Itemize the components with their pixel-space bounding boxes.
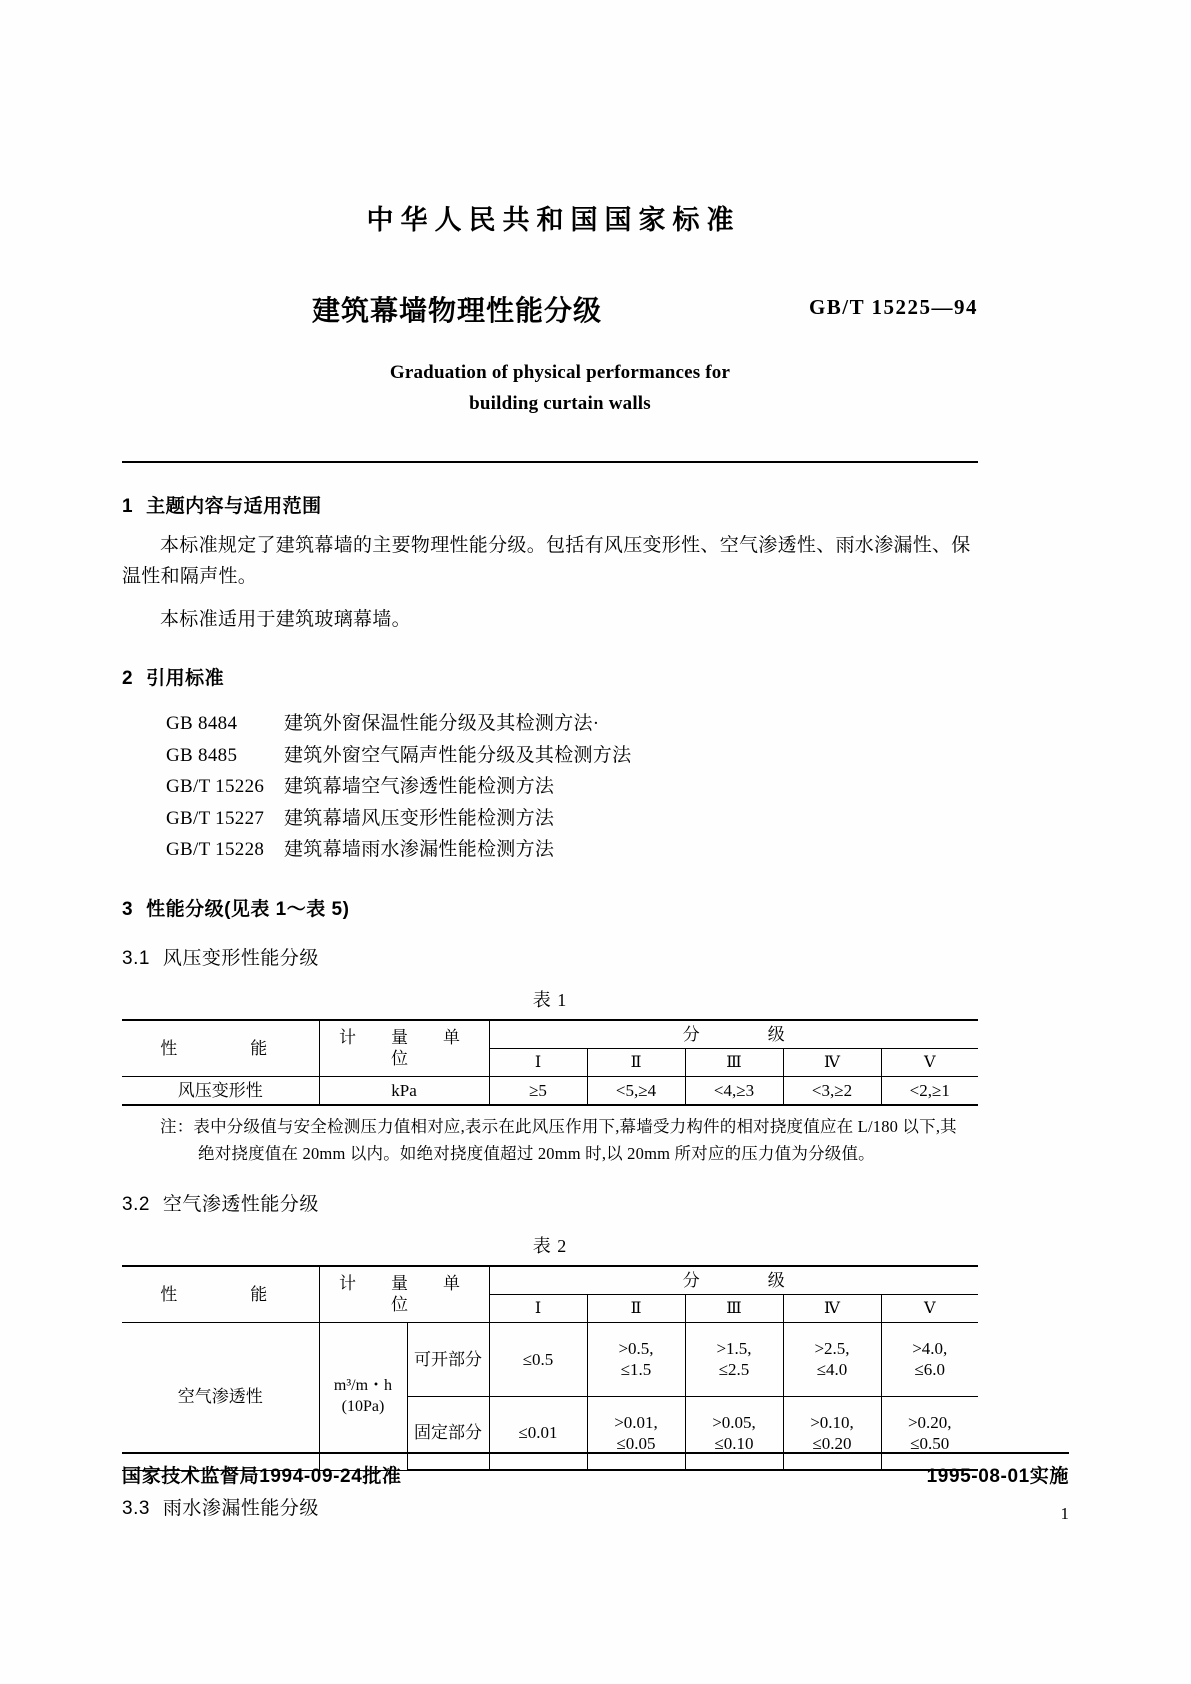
table-1-note	[122, 1113, 978, 1167]
reference-item	[122, 771, 978, 803]
standard-number: GB/T 15225—94	[808, 295, 978, 319]
table-row	[122, 1076, 978, 1105]
table-2-performance-name: 空气渗透性	[122, 1322, 319, 1470]
section-1-heading	[122, 491, 978, 518]
table-2-unit-line1: m³/m・h	[333, 1377, 393, 1394]
table-row	[122, 1322, 978, 1396]
page-footer	[122, 1452, 1069, 1488]
reference-code: GB/T 15226	[166, 776, 265, 797]
table-2-header-grade: 分 级	[489, 1266, 978, 1295]
table-2-part-label: 可开部分	[407, 1322, 489, 1396]
table-2-value: >0.05, ≤0.10	[685, 1396, 783, 1470]
footer-row	[122, 1461, 1069, 1488]
section-2-number: 2	[122, 668, 134, 689]
table-2-grade-4: Ⅳ	[783, 1294, 881, 1322]
table-1-caption: 表 1	[532, 989, 568, 1010]
table-2-caption: 表 2	[532, 1235, 568, 1256]
page-number: 1	[1060, 1504, 1069, 1523]
reference-code: GB 8484	[166, 713, 238, 734]
section-3-2-number: 3.2	[122, 1193, 150, 1215]
section-3-1-number: 3.1	[122, 947, 150, 969]
table-1-grade-5: Ⅴ	[881, 1048, 978, 1076]
section-3-number: 3	[122, 898, 134, 920]
table-2-value: >0.20, ≤0.50	[881, 1396, 978, 1470]
reference-title: 建筑外窗保温性能分级及其检测方法·	[284, 713, 600, 734]
table-2-value: >0.10, ≤0.20	[783, 1396, 881, 1470]
table-2-value: >2.5, ≤4.0	[783, 1322, 881, 1396]
header-divider	[122, 461, 978, 463]
table-2-grade-5: Ⅴ	[881, 1294, 978, 1322]
reference-title: 建筑外窗空气隔声性能分级及其检测方法	[284, 744, 632, 766]
table-2-value: >4.0, ≤6.0	[881, 1322, 978, 1396]
table-1-value: <2,≥1	[881, 1076, 978, 1105]
table-1-value: <4,≥3	[685, 1076, 783, 1105]
footer-implementation: 1995-08-01实施	[926, 1466, 1069, 1487]
table-1	[122, 1019, 978, 1106]
table-1-header-unit: 计 量 单 位	[319, 1020, 489, 1077]
table-2-value: ≤0.01	[489, 1396, 587, 1470]
national-standard-header: 中华人民共和国国家标准	[366, 205, 741, 235]
footer-divider	[122, 1452, 1069, 1454]
section-2-heading	[122, 663, 978, 690]
table-2-unit-line2: (10Pa)	[341, 1398, 385, 1415]
table-2-value: >0.01, ≤0.05	[587, 1396, 685, 1470]
section-3-1-title: 风压变形性能分级	[162, 947, 319, 969]
section-1-paragraph-1: 本标准规定了建筑幕墙的主要物理性能分级。包括有风压变形性、空气渗透性、雨水渗漏性、保温性和隔声性。	[122, 535, 971, 587]
section-3-heading	[122, 894, 978, 921]
section-1-title: 主题内容与适用范围	[146, 496, 322, 517]
reference-item	[122, 834, 978, 866]
table-1-unit: kPa	[319, 1076, 489, 1105]
reference-item	[122, 803, 978, 835]
table-1-note-label: 注：	[160, 1116, 194, 1136]
table-2	[122, 1265, 978, 1472]
table-1-note-line1: 表中分级值与安全检测压力值相对应,表示在此风压作用下,幕墙受力构件的相对挠度值应在 L/180 以下,其	[193, 1116, 957, 1136]
section-1-paragraph-2: 本标准适用于建筑玻璃幕墙。	[160, 609, 411, 630]
reference-item	[122, 708, 978, 740]
table-1-value: <3,≥2	[783, 1076, 881, 1105]
english-title-line1: Graduation of physical performances for	[389, 362, 731, 383]
table-2-unit	[319, 1322, 407, 1470]
table-row	[122, 1020, 978, 1049]
section-2-title: 引用标准	[146, 668, 225, 689]
table-2-grade-3: Ⅲ	[685, 1294, 783, 1322]
table-1-performance-name: 风压变形性	[122, 1076, 319, 1105]
table-1-note-line2: 绝对挠度值在 20mm 以内。如绝对挠度值超过 20mm 时,以 20mm 所对应的压力值为分级值。	[198, 1143, 875, 1163]
table-1-grade-3: Ⅲ	[685, 1048, 783, 1076]
table-row	[122, 1266, 978, 1295]
table-1-value: ≥5	[489, 1076, 587, 1105]
table-1-header-performance: 性 能	[122, 1020, 319, 1077]
section-3-3-number: 3.3	[122, 1498, 150, 1519]
footer-approval: 国家技术监督局1994-09-24批准	[122, 1466, 402, 1487]
section-3-1-heading	[122, 943, 978, 970]
page-content	[122, 0, 978, 1520]
reference-title: 建筑幕墙雨水渗漏性能检测方法	[284, 839, 555, 860]
table-2-value: >0.5, ≤1.5	[587, 1322, 685, 1396]
table-2-part-label: 固定部分	[407, 1396, 489, 1470]
english-title	[122, 357, 978, 419]
section-3-3-heading	[122, 1493, 978, 1520]
table-1-grade-2: Ⅱ	[587, 1048, 685, 1076]
reference-item	[122, 740, 978, 772]
table-2-value: >1.5, ≤2.5	[685, 1322, 783, 1396]
section-3-title: 性能分级(见表 1～表 5)	[146, 898, 350, 920]
table-2-header-unit: 计 量 单 位	[319, 1266, 489, 1323]
reference-code: GB/T 15228	[166, 839, 265, 860]
english-title-line2: building curtain walls	[469, 393, 651, 414]
table-1-grade-4: Ⅳ	[783, 1048, 881, 1076]
title-row	[122, 289, 978, 331]
reference-title: 建筑幕墙风压变形性能检测方法	[284, 807, 555, 829]
table-1-header-grade: 分 级	[489, 1020, 978, 1049]
table-2-grade-1: Ⅰ	[489, 1294, 587, 1322]
section-1-number: 1	[122, 496, 134, 517]
referenced-standards-list	[122, 708, 978, 866]
section-3-2-title: 空气渗透性能分级	[162, 1193, 319, 1215]
table-1-grade-1: Ⅰ	[489, 1048, 587, 1076]
table-1-value: <5,≥4	[587, 1076, 685, 1105]
document-title: 建筑幕墙物理性能分级	[312, 295, 603, 326]
table-2-grade-2: Ⅱ	[587, 1294, 685, 1322]
reference-title: 建筑幕墙空气渗透性能检测方法	[284, 776, 555, 797]
reference-code: GB 8485	[166, 744, 238, 766]
section-3-2-heading	[122, 1189, 978, 1216]
reference-code: GB/T 15227	[166, 807, 265, 829]
section-3-3-title: 雨水渗漏性能分级	[162, 1498, 319, 1519]
table-2-header-performance: 性 能	[122, 1266, 319, 1323]
table-2-value: ≤0.5	[489, 1322, 587, 1396]
